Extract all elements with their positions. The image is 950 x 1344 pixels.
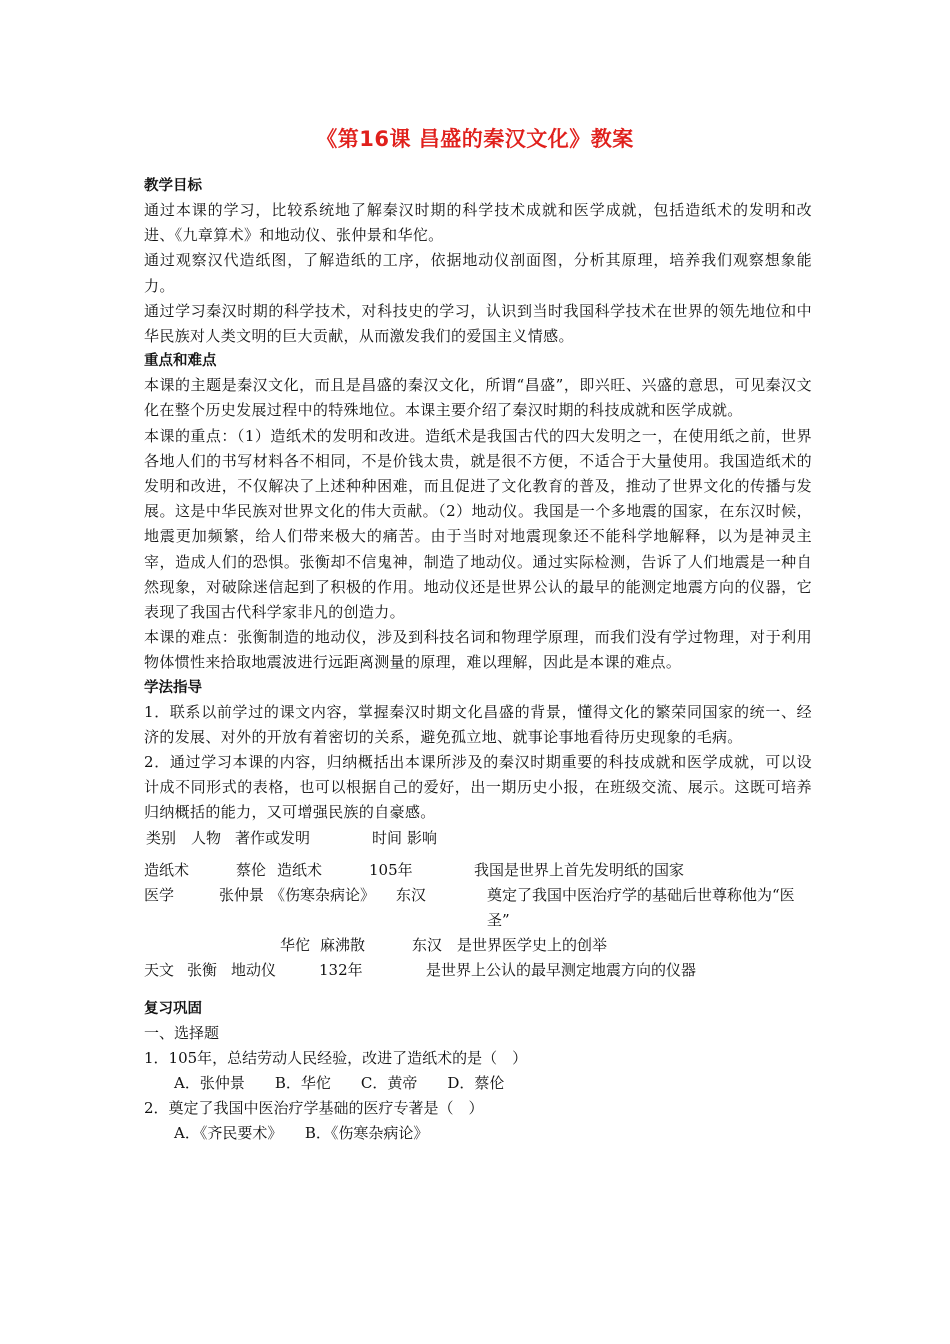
- question-1-options: A．张仲景 B．华佗 C．黄帝 D．蔡伦: [174, 1073, 505, 1092]
- table-header-cell: 著作或发明: [235, 828, 311, 847]
- paragraph: 本课的主题是秦汉文化，而且是昌盛的秦汉文化，所谓“昌盛”，即兴旺、兴盛的意思，可见秦汉文化在整个历史发展过程中的特殊地位。本课主要介绍了秦汉时期的科技成就和医学成就。: [144, 376, 812, 420]
- paragraph: 1．联系以前学过的课文内容，掌握秦汉时期文化昌盛的背景，懂得文化的繁荣同国家的统一、经济的发展、对外的开放有着密切的关系，避免孤立地、就事论事地看待历史现象的毛病。: [144, 702, 812, 746]
- table-cell: 造纸术: [277, 860, 323, 879]
- paragraph: 本课的难点：张衡制造的地动仪，涉及到科技名词和物理学原理，而我们没有学过物理，对于利用物体惯性来拾取地震波进行远距离测量的原理，难以理解，因此是本课的难点。: [144, 628, 812, 672]
- table-row: [144, 858, 812, 883]
- table-cell: 医学: [144, 885, 175, 904]
- table-row: [144, 883, 812, 908]
- table-header-cell: 影响: [407, 828, 438, 847]
- table-cell: 是世界医学史上的创举: [457, 935, 608, 954]
- table-cell: 蔡伦: [236, 860, 267, 879]
- table-cell: 132年: [319, 960, 363, 979]
- section-heading-review: 复习巩固: [144, 1000, 202, 1017]
- table-cell: 奠定了我国中医治疗学的基础后世尊称他为“医圣”: [487, 885, 795, 929]
- table-cell: 地动仪: [231, 960, 277, 979]
- question-2-options: A．《齐民要术》 B．《伤寒杂病论》: [174, 1123, 429, 1142]
- question-type-label: 一、选择题: [144, 1023, 220, 1042]
- question-2: 2．奠定了我国中医治疗学基础的医疗专著是（ ）: [144, 1098, 484, 1117]
- table-header-cell: 类别: [146, 828, 177, 847]
- page-title: 《第16课 昌盛的秦汉文化》教案: [316, 127, 634, 151]
- section-heading-method: 学法指导: [144, 679, 202, 696]
- paragraph: 通过观察汉代造纸图，了解造纸的工序，依据地动仪剖面图，分析其原理，培养我们观察想象能力。: [144, 251, 812, 295]
- paragraph: 2．通过学习本课的内容，归纳概括出本课所涉及的秦汉时期重要的科技成就和医学成就，可以设计成不同形式的表格，也可以根据自己的爱好，出一期历史小报，在班级交流、展示。这既可培养归纳概括的能力，又可增强民族的自豪感。: [144, 753, 812, 822]
- question-1: 1．105年，总结劳动人民经验，改进了造纸术的是（ ）: [144, 1048, 528, 1067]
- table-cell: 张仲景: [219, 885, 265, 904]
- table-row: [144, 933, 812, 958]
- table-cell: 造纸术: [144, 860, 190, 879]
- section-heading-objectives: 教学目标: [144, 178, 202, 194]
- table-cell: 张衡: [187, 960, 218, 979]
- achievement-table: [144, 826, 812, 983]
- table-cell: 《伤寒杂病论》: [270, 885, 376, 904]
- table-header-row: [144, 826, 812, 851]
- table-cell: 麻沸散: [320, 935, 366, 954]
- table-cell: 华佗: [280, 935, 311, 954]
- table-row: [144, 958, 812, 983]
- table-cell: 105年: [369, 860, 413, 879]
- table-header-cell: 时间: [372, 828, 403, 847]
- table-cell: 是世界上公认的最早测定地震方向的仪器: [426, 960, 697, 979]
- section-heading-key-points: 重点和难点: [144, 353, 217, 370]
- table-cell: 东汉: [412, 935, 443, 954]
- table-cell: 东汉: [396, 885, 427, 904]
- paragraph: 本课的重点：（1）造纸术的发明和改进。造纸术是我国古代的四大发明之一，在使用纸之前，世界各地人们的书写材料各不相同，不是价钱太贵，就是很不方便，不适合于大量使用。我国造纸术的发明和改进，不仅解决了上述种种困难，而且促进了文化教育的普及，推动了世界文化的传播与发展。这是中华民族对世界文化的伟大贡献。（2）地动仪。我国是一个多地震的国家，在东汉时候，地震更加频繁，给人们带来极大的痛苦。由于当时对地震现象还不能科学地解释，以为是神灵主宰，造成人们的恐惧。张衡却不信鬼神，制造了地动仪。通过实际检测，告诉了人们地震是一种自然现象，对破除迷信起到了积极的作用。地动仪还是世界公认的最早的能测定地震方向的仪器，它表现了我国古代科学家非凡的创造力。: [144, 426, 812, 622]
- table-cell: 天文: [144, 960, 175, 979]
- paragraph: 通过本课的学习，比较系统地了解秦汉时期的科学技术成就和医学成就，包括造纸术的发明和改进、《九章算术》和地动仪、张仲景和华佗。: [144, 201, 812, 245]
- paragraph: 通过学习秦汉时期的科学技术，对科技史的学习，认识到当时我国科学技术在世界的领先地位和中华民族对人类文明的巨大贡献，从而激发我们的爱国主义情感。: [144, 301, 812, 346]
- table-cell: 我国是世界上首先发明纸的国家: [474, 860, 685, 879]
- table-header-cell: 人物: [191, 828, 222, 847]
- document-body: [144, 174, 812, 1146]
